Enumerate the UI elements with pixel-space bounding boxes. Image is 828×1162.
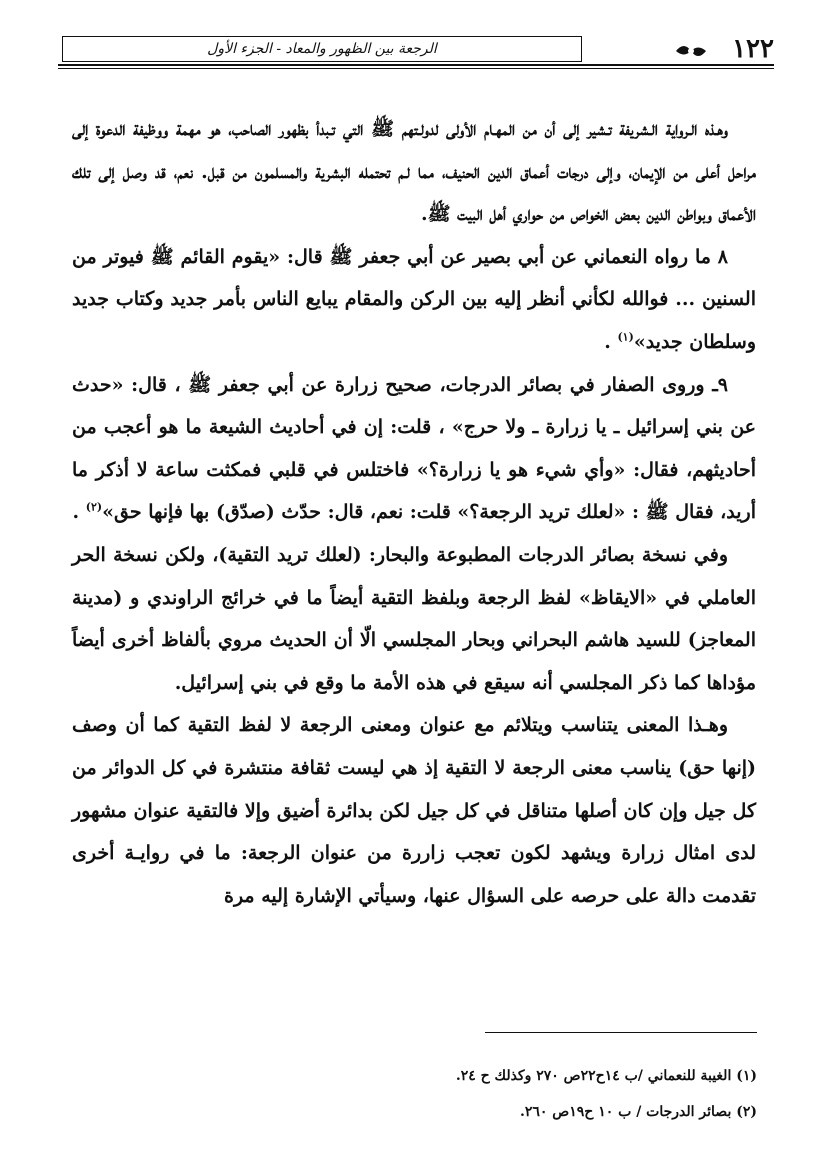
paragraph-text: ٨ ما رواه النعماني عن أبي بصير عن أبي جعفر ﷺ قال: «يقوم القائم ﷺ فيوتر من السنين ... فوالله لكأني أنظر إليه بين الركن والمقام يبايع الناس بأمر جديد وكتاب جديد وسلطان جديد» <box>72 245 756 353</box>
header-rule <box>58 64 774 66</box>
paragraph: وهـذه الـرواية الـشريفة تـشير إلى أن من المهـام الأولى لدولـتهم ﷺ التي تـبدأ بظهور الصاحب، هو مهمة ووظيفة الدعوة إلى مراحل أعلى من الإيمان، وإلى درجات أعماق الدين الحنيف، مما لـم تحتمله البشرية والمسلمون من قبل. نعم، قد وصل إلى تلك الأعماق وبواطن الدين بعض الخواص من حواري أهل البيت ﷺ. <box>72 118 756 226</box>
paragraph: ٩ـ وروى الصفار في بصائر الدرجات، صحيح زرارة عن أبي جعفر ﷺ ، قال: «حدث عن بني إسرائيل ـ يا زرارة ـ ولا حرج» ، قلت: إن في أحاديث الشيعة ما هو أعجب من أحاديثهم، فقال: «وأي شيء هو يا زرارة؟» فاختلس في قلبي فمكثت ساعة لا أذكر ما أريد، فقال ﷺ : «لعلك تريد الرجعة؟» قلت: نعم، قال: حدّث (صدّق) بها فإنها حق»$^{(٢)}$ . <box>72 373 756 524</box>
paragraph: وهـذا المعنى يتناسب ويتلائم مع عنوان ومعنى الرجعة لا لفظ التقية كما أن وصف (إنها حق) يناسب معنى الرجعة لا التقية إذ هي ليست ثقافة منتشرة في كل الدوائر من كل جيل وإن كان أصلها متناقل في كل جيل لكن بدائرة أضيق وإلا فالتقية عنوان مشهور لدى امثال زرارة ويشهد لكون تعجب زاررة من عنوان الرجعة: ما في روايـة أخرى تقدمت دالة على حرصه على السؤال عنها، وسيأتي الإشارة إليه مرة <box>72 714 756 907</box>
paragraph-text: ٩ـ وروى الصفار في بصائر الدرجات، صحيح زرارة عن أبي جعفر ﷺ ، قال: «حدث عن بني إسرائيل ـ يا زرارة ـ ولا حرج» ، قلت: إن في أحاديث الشيعة ما هو أعجب من أحاديثهم، فقال: «وأي شيء هو يا زرارة؟» فاختلس في قلبي فمكثت ساعة لا أذكر ما أريد، فقال ﷺ : «لعلك تريد الرجعة؟» قلت: نعم، قال: حدّث (صدّق) بها فإنها حق» <box>72 373 756 524</box>
header-rule-thin <box>58 68 774 69</box>
footnote-ref: (٢) <box>85 501 103 515</box>
page-header <box>58 30 774 74</box>
main-text <box>72 108 756 917</box>
paragraph: وفي نسخة بصائر الدرجات المطبوعة والبحار: (لعلك تريد التقية)، ولكن نسخة الحر العاملي في «الايقاظ» لفظ الرجعة وبلفظ التقية أيضاً ما في خرائج الراوندي و (مدينة المعاجز) للسيد هاشم البحراني وبحار المجلسي الّا أن الحديث مروي بألفاظ أخرى أيضاً مؤداها كما ذكر المجلسي أنه سيقع في هذه الأمة ما وقع في بني إسرائيل. <box>72 543 756 694</box>
footnote: (٢) بصائر الدرجات / ب ١٠ ح١٩ص ٢٦٠. <box>520 1104 757 1120</box>
paragraph: ٨ ما رواه النعماني عن أبي بصير عن أبي جعفر ﷺ قال: «يقوم القائم ﷺ فيوتر من السنين ... فوالله لكأني أنظر إليه بين الركن والمقام يبايع الناس بأمر جديد وكتاب جديد وسلطان جديد»$^{(١)}$ . <box>72 245 756 353</box>
footnote-ref: (١) <box>617 330 634 344</box>
ornament-icon <box>674 40 708 62</box>
footnotes <box>300 1058 757 1130</box>
running-title: الرجعة بين الظهور والمعاد - الجزء الأول <box>62 36 582 62</box>
page-number: ١٢٢ <box>732 34 774 64</box>
footnote-rule <box>485 1032 757 1033</box>
footnote: (١) الغيبة للنعماني /ب ١٤ح٢٢ص ٢٧٠ وكذلك ح ٢٤. <box>455 1068 757 1084</box>
